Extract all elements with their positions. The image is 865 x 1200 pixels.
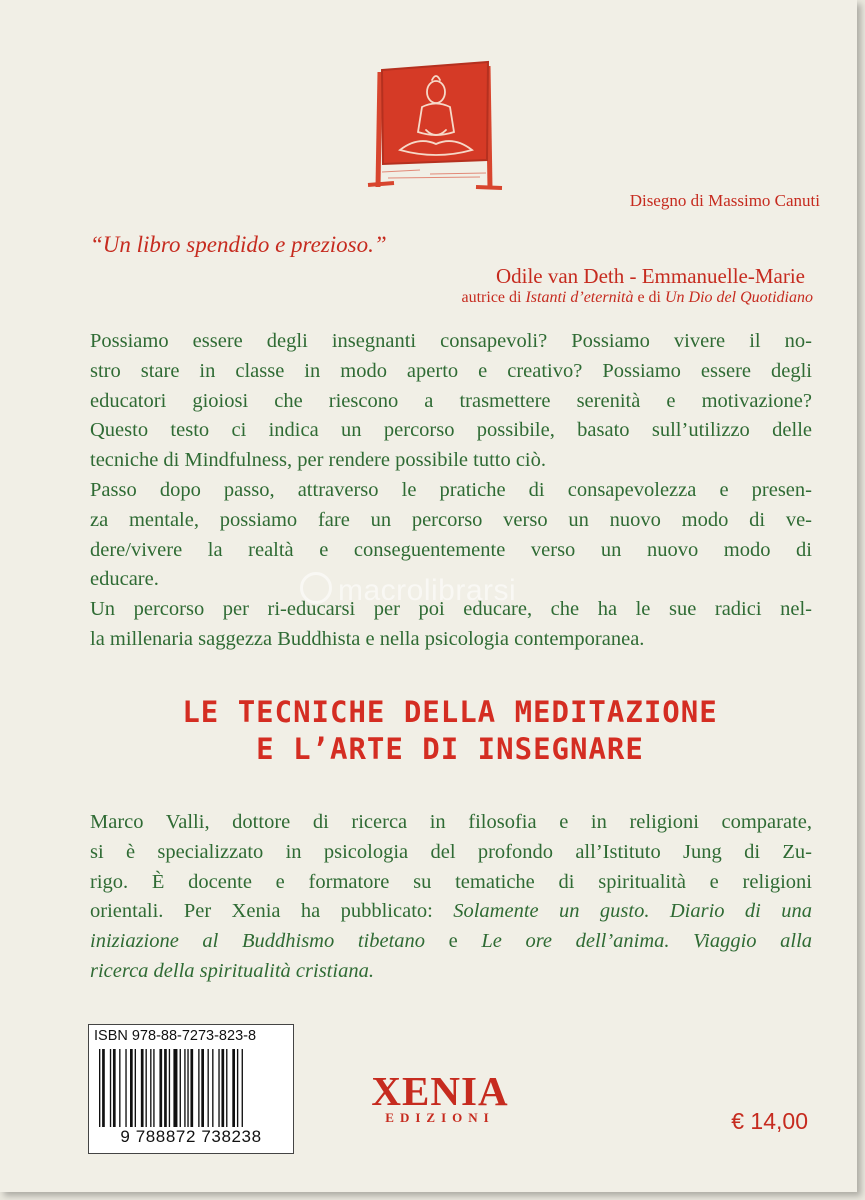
publisher-subtitle: EDIZIONI (385, 1110, 495, 1125)
publisher-name: XENIA (371, 1068, 509, 1114)
bio-line: si è specializzato in psicologia del profondo all’Istituto Jung di Zu- (90, 840, 812, 863)
description-line: stro stare in classe in modo aperto e creativo? Possiamo essere degli (90, 359, 812, 382)
bio-book-title: iniziazione al Buddhismo tibetano (90, 930, 426, 953)
description-line: Un percorso per ri-educarsi per poi educare, che ha le sue radici nel- (90, 598, 812, 621)
description-line: Possiamo essere degli insegnanti consapevoli? Possiamo vivere il no- (90, 330, 812, 352)
bio-line (90, 927, 812, 957)
illustration-caption: Disegno di Massimo Canuti (629, 191, 820, 210)
bio-line: ricerca della spiritualità cristiana. (90, 959, 374, 982)
description-line: dere/vivere la realtà e conseguentemente verso un nuovo modo di (90, 538, 812, 561)
watermark-logo-icon (300, 572, 332, 604)
quote-author: Odile van Deth - Emmanuelle-Marie (495, 264, 805, 288)
bio-book-title: Le ore dell’anima. Viaggio alla (481, 930, 813, 953)
book-title-headline (60, 694, 840, 768)
isbn-number: ISBN 978-88-7273-823-8 (94, 1028, 257, 1044)
barcode-bars-icon (99, 1049, 283, 1127)
description-line: tecniche di Mindfulness, per rendere possibile tutto ciò. (90, 449, 547, 472)
description-line: educare. (90, 568, 159, 591)
bio-line: Marco Valli, dottore di ricerca in filosofia e in religioni comparate, (90, 811, 812, 833)
watermark-text: macrolibrarsi (338, 574, 517, 607)
credit-work-2: Un Dio del Quotidiano (665, 289, 813, 306)
credit-prefix: autrice di (461, 289, 522, 306)
buddha-blackboard-drawing-icon (360, 52, 510, 202)
headline-line-2: E L’ARTE DI INSEGNARE (256, 732, 644, 766)
credit-work-1: Istanti d’eternità (525, 289, 634, 306)
bio-text: orientali. Per Xenia ha pubblicato: (90, 900, 433, 923)
author-bio (90, 808, 812, 987)
description-line: Questo testo ci indica un percorso possibile, basato sull’utilizzo delle (90, 419, 812, 442)
quote-credit (230, 289, 813, 307)
price-label: € 14,00 (731, 1108, 808, 1134)
bio-line: rigo. È docente e formatore su tematiche di spiritualità e religioni (90, 870, 812, 893)
credit-join: e di (637, 289, 661, 306)
bio-text: e (448, 930, 458, 953)
bio-book-title: Solamente un gusto. Diario di una (453, 900, 812, 923)
description-line: la millenaria saggezza Buddhista e nella psicologia contemporanea. (90, 627, 645, 650)
description-line: Passo dopo passo, attraverso le pratiche di consapevolezza e presen- (90, 478, 812, 501)
description-line: za mentale, possiamo fare un percorso verso un nuovo modo di ve- (90, 508, 812, 531)
description-line: educatori gioiosi che riescono a trasmettere serenità e motivazione? (90, 389, 812, 412)
review-quote: “Un libro spendido e prezioso.” (90, 232, 387, 257)
isbn-barcode (88, 1024, 294, 1154)
watermark (300, 572, 516, 608)
barcode-digits: 9 788872 738238 (120, 1127, 262, 1146)
publisher-logo (340, 1070, 540, 1126)
headline-line-1: LE TECNICHE DELLA MEDITAZIONE (182, 695, 718, 729)
bio-line (90, 897, 812, 927)
